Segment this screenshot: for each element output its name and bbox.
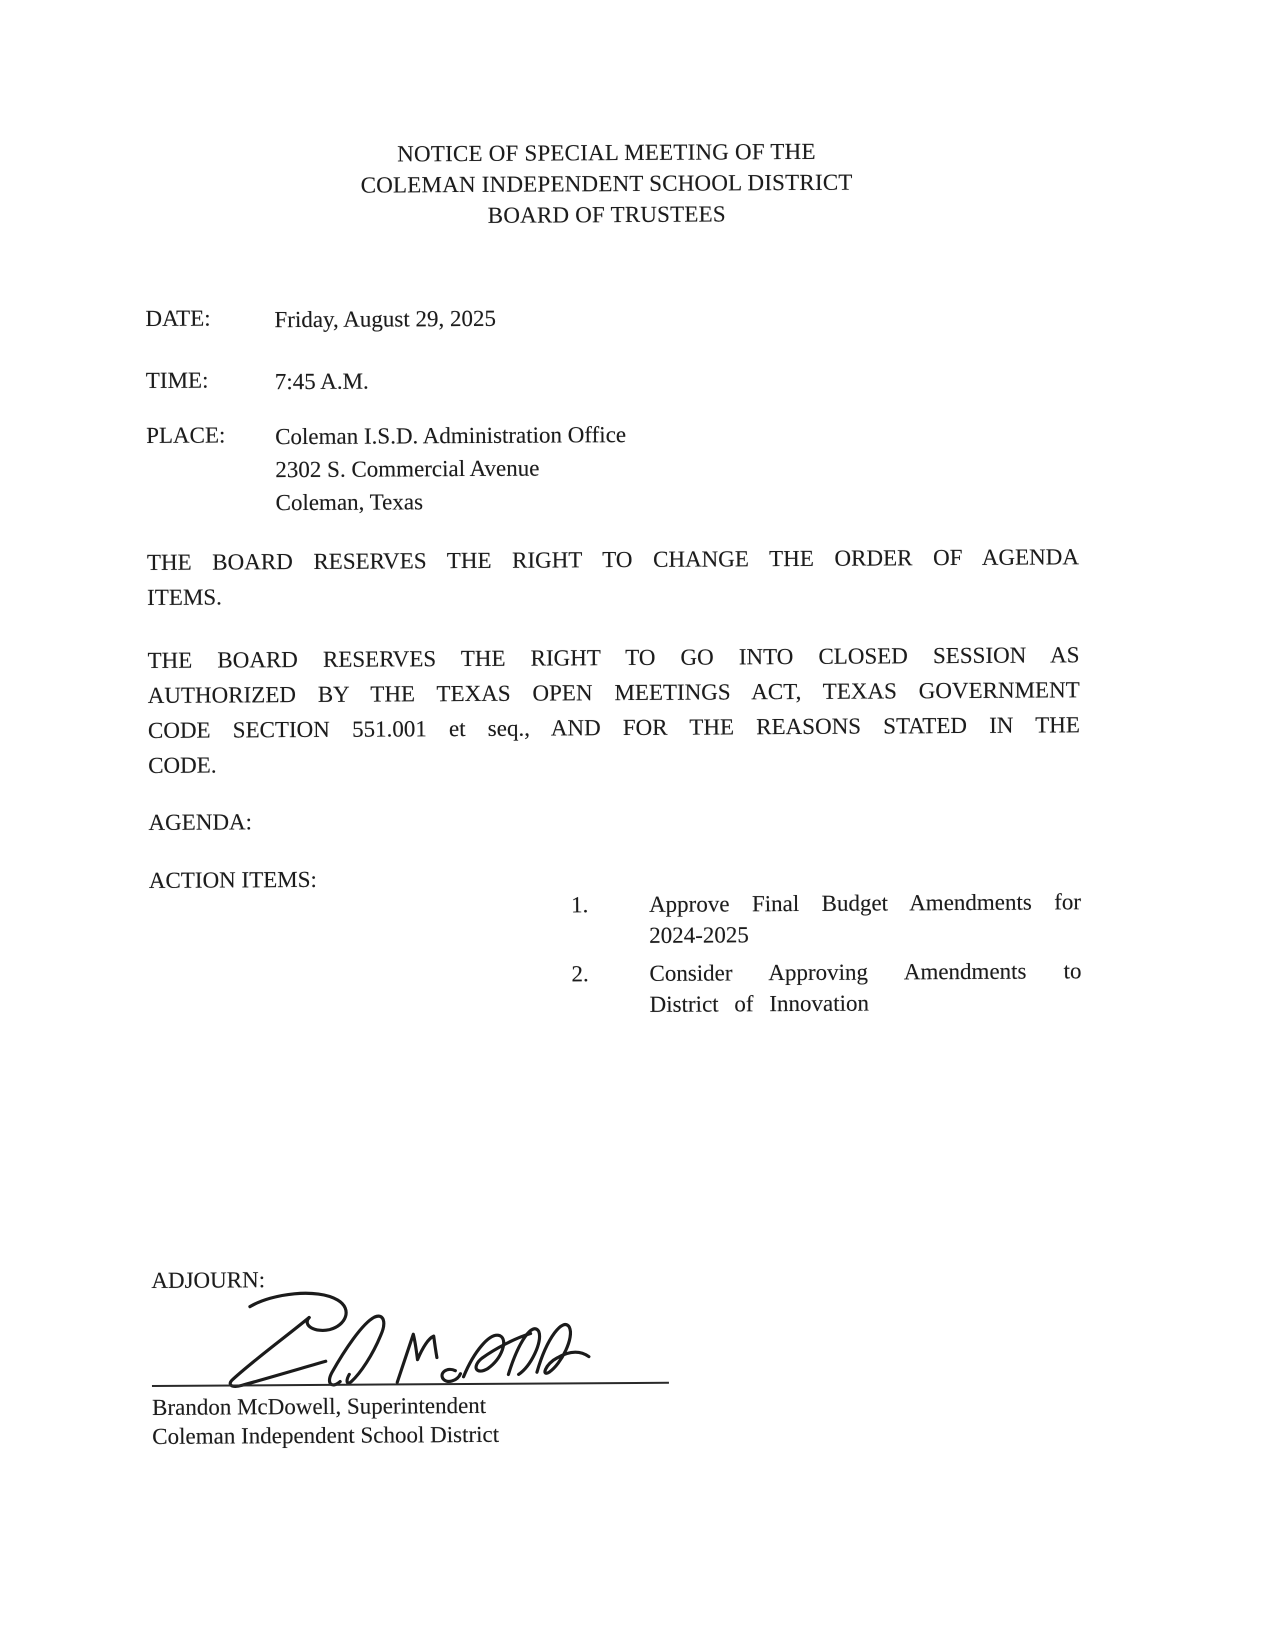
agenda-heading: AGENDA:	[148, 809, 253, 835]
meta-row-place	[146, 418, 627, 520]
date-value	[274, 302, 496, 336]
time-label: TIME:	[145, 367, 209, 393]
meta-row-date	[145, 302, 496, 337]
item-text: Consider Approving Amendments to District of Innovation	[649, 958, 1082, 1017]
adjourn-heading: ADJOURN:	[151, 1267, 266, 1293]
item-number: 1.	[570, 892, 589, 918]
signature-image	[145, 1288, 666, 1393]
time-value-line: 7:45 A.M.	[274, 368, 369, 395]
list-item	[571, 955, 1081, 1020]
place-value-line-1: Coleman I.S.D. Administration Office	[275, 422, 627, 450]
title-line-1: NOTICE OF SPECIAL MEETING OF THE	[397, 138, 816, 167]
title-line-3: BOARD OF TRUSTEES	[487, 201, 726, 228]
notice-paragraph-closed-session: THE BOARD RESERVES THE RIGHT TO GO INTO CLOSED SESSION AS AUTHORIZED BY THE TEXAS OPEN MEETINGS ACT, TEXAS GOVERNMENT CODE SECTION 551.001 et seq., AND FOR THE REASONS STATED IN THE CODE.	[147, 642, 1081, 778]
place-value-line-3: Coleman, Texas	[275, 489, 424, 516]
place-value-line-2: 2302 S. Commercial Avenue	[275, 455, 540, 483]
time-value	[275, 365, 369, 399]
action-items-list	[571, 886, 1082, 1020]
item-text: Approve Final Budget Amendments for 2024-2025	[648, 889, 1082, 948]
list-item	[571, 886, 1081, 951]
item-number: 2.	[571, 961, 589, 987]
date-label: DATE:	[145, 305, 211, 331]
place-value	[275, 418, 627, 519]
title-line-2: COLEMAN INDEPENDENT SCHOOL DISTRICT	[360, 169, 853, 198]
action-items-heading: ACTION ITEMS:	[148, 866, 317, 893]
notice-paragraph-order: THE BOARD RESERVES THE RIGHT TO CHANGE THE ORDER OF AGENDA ITEMS.	[146, 544, 1079, 610]
meta-row-time	[146, 365, 369, 399]
place-label: PLACE:	[146, 422, 226, 448]
document-title	[86, 134, 1127, 233]
signatory-organization: Coleman Independent School District	[152, 1421, 500, 1449]
date-value-line: Friday, August 29, 2025	[274, 305, 497, 333]
signatory-name: Brandon McDowell, Superintendent	[152, 1392, 487, 1420]
